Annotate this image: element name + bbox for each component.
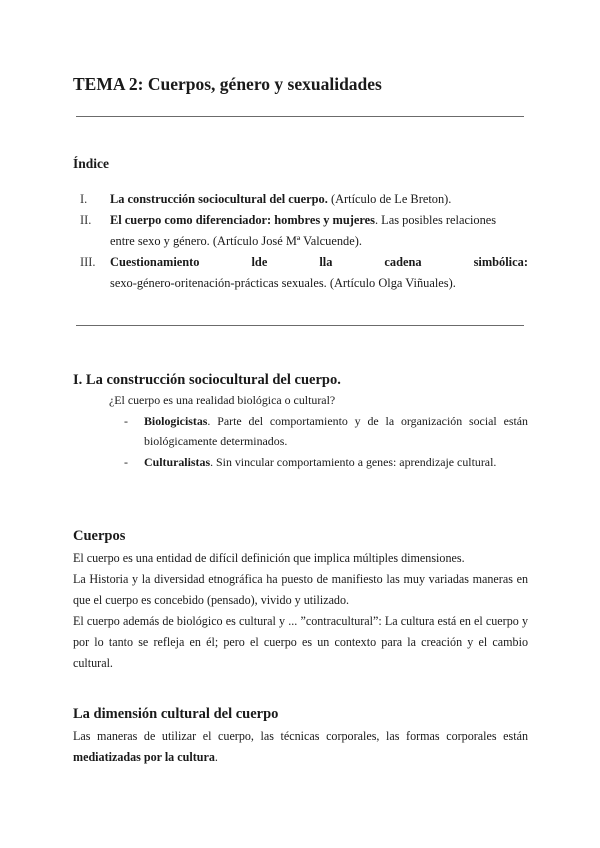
- bullet-term: Biologicistas: [144, 414, 208, 428]
- toc-number: II.: [80, 213, 92, 227]
- toc-item-2: [72, 210, 528, 252]
- toc-word: cadena: [384, 255, 422, 269]
- toc-item-1: [72, 189, 528, 210]
- bullet-item: [124, 453, 528, 473]
- paragraph: El cuerpo es una entidad de difícil definición que implica múltiples dimensiones.: [73, 551, 465, 565]
- toc-title-rest: . Las posibles relaciones: [374, 213, 497, 227]
- toc-title-bold: El cuerpo como diferenciador: hombres y mujeres: [110, 213, 375, 227]
- bullet-dash: -: [124, 414, 128, 428]
- toc-number: III.: [80, 255, 96, 269]
- bullet-term: Culturalistas: [144, 455, 211, 469]
- bullet-text: . Sin vincular comportamiento a genes: aprendizaje cultural.: [210, 455, 497, 469]
- bullet-item: [124, 412, 528, 451]
- toc-title-line2: entre sexo y género. (Artículo José Mª Valcuende).: [110, 234, 362, 248]
- bullet-dash: -: [124, 455, 128, 469]
- toc-word: Cuestionamiento: [110, 255, 200, 269]
- divider-top: [76, 116, 524, 117]
- dimension-body: [73, 726, 528, 768]
- table-of-contents: [72, 189, 528, 294]
- paragraph: El cuerpo además de biológico es cultural y ... ”contracultural”: La cultura está en el cuerpo y por lo tanto se refleja en él; pero el cuerpo es un contexto para la creación y el cambio cultural.: [73, 614, 528, 670]
- paragraph-bold: mediatizadas por la cultura: [73, 750, 215, 764]
- toc-item-3: [72, 252, 528, 294]
- document-title: TEMA 2: Cuerpos, género y sexualidades: [73, 74, 382, 94]
- paragraph: La Historia y la diversidad etnográfica ha puesto de manifiesto las muy variadas maneras en que el cuerpo es concebido (pensado), vivido y utilizado.: [73, 572, 528, 607]
- section-question: ¿El cuerpo es una realidad biológica o cultural?: [109, 393, 336, 407]
- bullet-list: [124, 412, 528, 473]
- divider-middle: [76, 325, 524, 326]
- cuerpos-body: [73, 548, 528, 674]
- toc-title-bold: La construcción sociocultural del cuerpo.: [110, 192, 328, 206]
- toc-word: lla: [319, 255, 333, 269]
- paragraph-text: Las maneras de utilizar el cuerpo, las técnicas corporales, las formas corporales están: [73, 729, 528, 743]
- toc-word: lde: [251, 255, 268, 269]
- paragraph-end: .: [214, 750, 218, 764]
- cuerpos-heading: Cuerpos: [73, 528, 126, 544]
- toc-word: simbólica:: [473, 255, 528, 269]
- index-heading: Índice: [73, 156, 110, 171]
- dimension-heading: La dimensión cultural del cuerpo: [73, 706, 279, 722]
- bullet-text: . Parte del comportamiento y de la organización social están biológicamente determinados.: [144, 414, 528, 448]
- section-heading: I. La construcción sociocultural del cuerpo.: [73, 372, 341, 388]
- toc-title-line2: sexo-género-oritenación-prácticas sexuales. (Artículo Olga Viñuales).: [110, 276, 456, 290]
- toc-title-bold: [110, 252, 528, 273]
- toc-number: I.: [80, 192, 88, 206]
- toc-title-rest: (Artículo de Le Breton).: [327, 192, 452, 206]
